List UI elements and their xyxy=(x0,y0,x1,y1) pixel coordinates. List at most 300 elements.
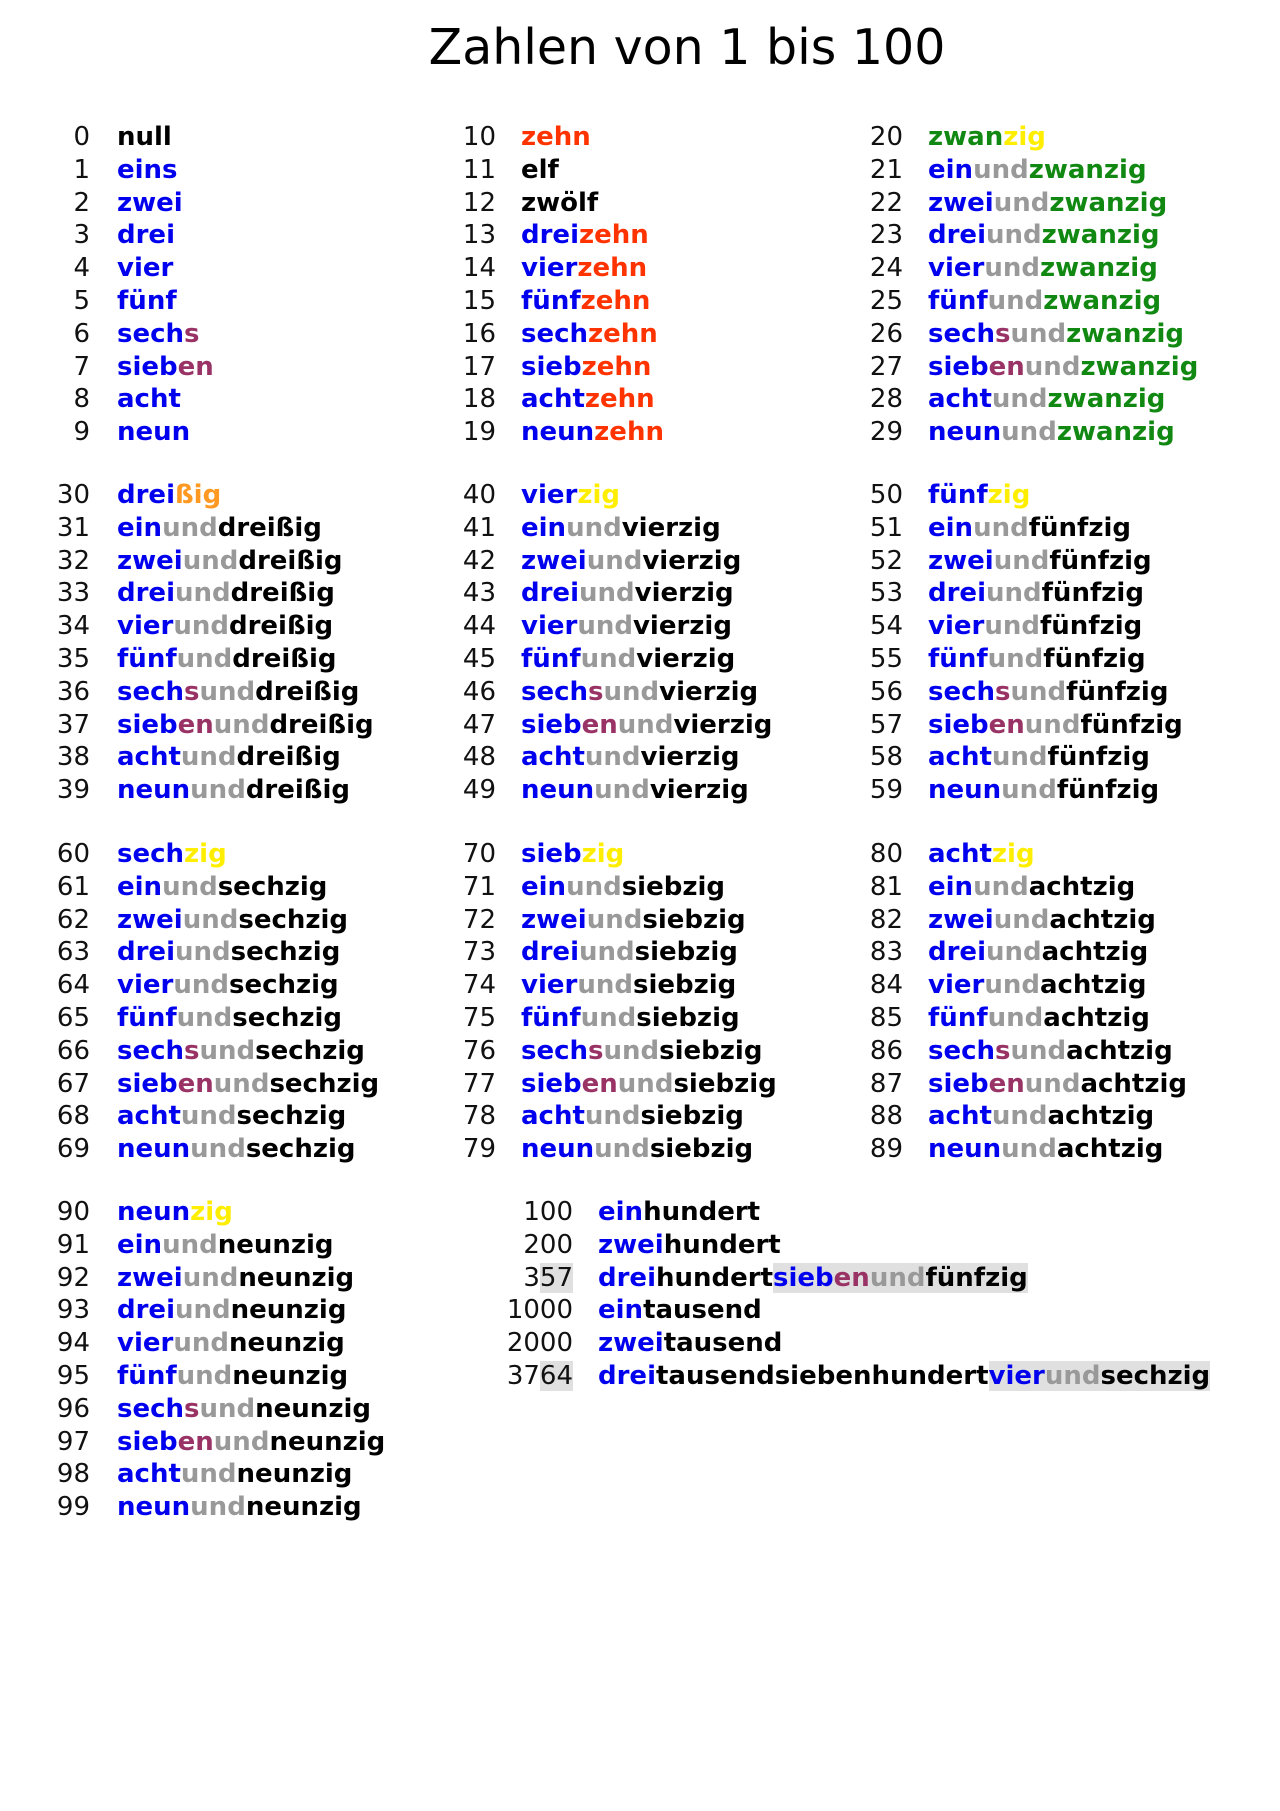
word-part: acht xyxy=(928,839,992,869)
number-word xyxy=(521,1035,762,1068)
word-part: sieb xyxy=(521,351,582,382)
digit-text: 33 xyxy=(56,578,90,609)
number-word xyxy=(117,969,339,1002)
word-part: neun xyxy=(928,417,1002,448)
word-part: zwei xyxy=(117,545,183,576)
digit-text: 73 xyxy=(462,937,496,968)
word-part: sechzig xyxy=(245,1134,356,1165)
digit-label xyxy=(444,838,496,871)
word-part: zehn xyxy=(584,384,655,415)
word-part: und xyxy=(1010,318,1067,349)
digit-text: 95 xyxy=(56,1360,90,1391)
word-part: und xyxy=(985,220,1042,251)
word-part: en xyxy=(177,709,214,740)
digit-text: 56 xyxy=(869,676,903,707)
word-part: zwanzig xyxy=(1041,220,1160,251)
word-part: neunzig xyxy=(238,1262,355,1293)
number-word xyxy=(117,871,327,904)
digit-label xyxy=(444,741,496,774)
digit-label xyxy=(444,252,496,285)
word-part: und xyxy=(190,1134,246,1165)
digit-text: 25 xyxy=(869,285,903,316)
number-word xyxy=(521,741,740,774)
digit-label xyxy=(40,1035,90,1068)
word-part: neun xyxy=(117,417,191,448)
word-part: sech xyxy=(117,676,185,707)
digit-label xyxy=(498,1229,573,1262)
word-part: siebzig xyxy=(634,937,738,968)
word-part: achtzig xyxy=(1041,937,1149,968)
word-part: und xyxy=(174,578,231,609)
number-word xyxy=(598,1262,1028,1295)
digit-label xyxy=(851,285,903,318)
number-word xyxy=(521,1100,744,1133)
digit-label xyxy=(444,416,496,449)
word-part: und xyxy=(580,643,637,674)
word-part: dreißig xyxy=(230,578,335,609)
digit-label xyxy=(40,709,90,742)
digit-text: 200 xyxy=(523,1229,573,1260)
word-part: fünf xyxy=(521,1002,581,1033)
word-part: fünfzig xyxy=(1039,611,1143,642)
word-part: fünf xyxy=(928,480,988,510)
word-part: und xyxy=(1044,1360,1101,1391)
digit-text: 24 xyxy=(869,253,903,284)
number-word xyxy=(521,969,736,1002)
digit-text: 82 xyxy=(869,904,903,935)
digit-text: 28 xyxy=(869,384,903,415)
number-word xyxy=(117,676,359,709)
digit-label xyxy=(40,904,90,937)
digit-label xyxy=(851,610,903,643)
word-part: vier xyxy=(928,611,985,642)
digit-text: 47 xyxy=(462,709,496,740)
number-word xyxy=(521,643,735,676)
digit-label xyxy=(40,1426,90,1459)
digit-text: 65 xyxy=(56,1002,90,1033)
word-part: siebzig xyxy=(659,1035,763,1066)
word-part: vierzig xyxy=(673,709,773,740)
number-word xyxy=(521,1068,777,1101)
word-part: sechzig xyxy=(230,937,341,968)
word-part: sieb xyxy=(117,1068,178,1099)
digit-label xyxy=(444,871,496,904)
digit-text: 87 xyxy=(869,1068,903,1099)
word-part: und xyxy=(180,742,237,773)
digit-text: 93 xyxy=(56,1295,90,1326)
digit-label xyxy=(444,351,496,384)
number-word xyxy=(117,1100,346,1133)
digit-text: 3 xyxy=(73,220,90,251)
word-part: und xyxy=(176,643,233,674)
digit-label xyxy=(40,610,90,643)
word-part: zwei xyxy=(928,545,994,576)
number-word xyxy=(928,1035,1173,1068)
word-part: s xyxy=(184,1035,200,1066)
word-part: und xyxy=(584,1101,641,1132)
word-part: siebzig xyxy=(636,1002,740,1033)
digit-text: 21 xyxy=(869,154,903,185)
word-part: vier xyxy=(928,970,985,1001)
word-part: s xyxy=(184,318,200,349)
digit-label xyxy=(851,219,903,252)
number-word xyxy=(521,318,658,351)
word-part: und xyxy=(162,512,218,543)
word-part: dreißig xyxy=(232,643,337,674)
word-part: und xyxy=(173,970,229,1001)
number-word xyxy=(928,479,1030,512)
digit-text: 68 xyxy=(56,1101,90,1132)
digit-text: 0 xyxy=(73,122,90,152)
word-part: achtzig xyxy=(1080,1068,1187,1099)
word-part: hundert xyxy=(643,1197,761,1227)
word-part: und xyxy=(984,970,1040,1001)
digit-label xyxy=(444,936,496,969)
digit-label xyxy=(851,154,903,187)
word-part: sechzig xyxy=(228,970,339,1001)
word-part: und xyxy=(869,1262,926,1293)
digit-label xyxy=(40,285,90,318)
word-part: und xyxy=(180,1101,237,1132)
digit-text: 86 xyxy=(869,1035,903,1066)
number-word xyxy=(521,479,620,512)
word-part: zig xyxy=(184,839,227,869)
digit-text: 4 xyxy=(73,253,90,284)
digit-text: 23 xyxy=(869,220,903,251)
word-part: fünfzig xyxy=(1066,676,1169,707)
word-part: s xyxy=(995,1035,1011,1066)
word-part: und xyxy=(586,545,643,576)
word-part: sechzig xyxy=(255,1035,365,1066)
number-word xyxy=(928,676,1168,709)
digit-label xyxy=(444,285,496,318)
word-part: vier xyxy=(117,611,174,642)
word-part: drei xyxy=(117,220,175,251)
word-part: hundert xyxy=(655,1262,774,1293)
digit-text: 30 xyxy=(56,480,90,510)
word-part: drei xyxy=(521,937,579,968)
digit-text: 84 xyxy=(869,970,903,1001)
word-part: neun xyxy=(928,775,1002,806)
digit-label xyxy=(851,676,903,709)
word-part: drei xyxy=(117,937,175,968)
digit-label xyxy=(40,838,90,871)
digit-label xyxy=(498,1327,573,1360)
digit-text: 72 xyxy=(462,904,496,935)
word-part: fünfzig xyxy=(1047,742,1150,773)
digit-text: 17 xyxy=(462,351,496,382)
digit-label xyxy=(851,351,903,384)
digit-text: 63 xyxy=(56,937,90,968)
word-part: achtzig xyxy=(1043,1002,1150,1033)
word-part: zehn xyxy=(577,253,648,284)
digit-text: 38 xyxy=(56,742,90,773)
digit-label xyxy=(444,577,496,610)
word-part: sieb xyxy=(117,351,178,382)
digit-label xyxy=(851,252,903,285)
number-word xyxy=(928,318,1184,351)
digit-text: 32 xyxy=(56,545,90,576)
digit-text: 80 xyxy=(869,839,903,869)
word-part: und xyxy=(603,1035,660,1066)
number-word xyxy=(117,1229,334,1262)
digit-label xyxy=(40,1491,90,1524)
word-part: sieb xyxy=(928,1068,989,1099)
word-part: ein xyxy=(521,512,567,543)
number-word xyxy=(117,512,322,545)
word-part: zwanzig xyxy=(1056,417,1175,448)
digit-text: 14 xyxy=(462,253,496,284)
word-part: sieb xyxy=(521,839,582,869)
word-part: und xyxy=(984,611,1040,642)
word-part: drei xyxy=(117,578,175,609)
word-part: en xyxy=(177,1068,214,1099)
word-part: neun xyxy=(117,1134,191,1165)
number-word xyxy=(928,1133,1163,1166)
word-part: und xyxy=(182,545,239,576)
word-part: sechzig xyxy=(269,1068,380,1099)
digit-text: 69 xyxy=(56,1134,90,1165)
word-part: drei xyxy=(117,1295,175,1326)
digit-label xyxy=(40,741,90,774)
word-part: en xyxy=(988,351,1025,382)
word-part: s xyxy=(995,318,1011,349)
number-word xyxy=(521,871,725,904)
word-part: und xyxy=(578,578,635,609)
digit-text: 85 xyxy=(869,1002,903,1033)
number-word xyxy=(117,1327,345,1360)
digit-label xyxy=(40,577,90,610)
number-word xyxy=(521,383,655,416)
digit-label xyxy=(40,545,90,578)
digit-label xyxy=(851,577,903,610)
word-part: vier xyxy=(928,253,985,284)
word-part: vier xyxy=(117,970,174,1001)
word-part: zwanzig xyxy=(1049,187,1168,218)
digit-label xyxy=(40,1100,90,1133)
word-part: en xyxy=(581,1068,618,1099)
digit-label xyxy=(498,1294,573,1327)
digit-text: 96 xyxy=(56,1393,90,1424)
number-word xyxy=(521,1133,753,1166)
word-part: und xyxy=(162,1229,218,1260)
digit-label xyxy=(851,643,903,676)
word-part: acht xyxy=(117,1101,181,1132)
number-word xyxy=(928,545,1152,578)
word-part: sech xyxy=(117,1393,185,1424)
digit-highlight: 64 xyxy=(539,1360,573,1391)
word-part: zwanzig xyxy=(1047,384,1166,415)
number-word xyxy=(117,1133,356,1166)
digit-text: 39 xyxy=(56,775,90,806)
word-part: sieb xyxy=(117,709,178,740)
digit-text: 91 xyxy=(56,1229,90,1260)
word-part: fünfzig xyxy=(1056,775,1160,806)
word-part: tausendsiebenhundert xyxy=(655,1360,989,1391)
word-part: und xyxy=(973,871,1029,902)
number-word xyxy=(928,610,1142,643)
number-word xyxy=(117,545,343,578)
word-part: und xyxy=(213,709,270,740)
word-part: vier xyxy=(117,1328,174,1359)
word-part: achtzig xyxy=(1049,904,1156,935)
digit-text: 1000 xyxy=(506,1295,573,1326)
number-word xyxy=(117,904,348,937)
word-part: und xyxy=(987,643,1044,674)
word-part: und xyxy=(580,1002,637,1033)
digit-label xyxy=(851,1133,903,1166)
digit-text: 99 xyxy=(56,1492,90,1523)
digit-text: 15 xyxy=(462,285,496,316)
word-part: acht xyxy=(928,384,992,415)
word-part: neun xyxy=(117,775,191,806)
digit-text: 48 xyxy=(462,742,496,773)
digit-label xyxy=(444,512,496,545)
digit-label xyxy=(40,676,90,709)
digit-label xyxy=(851,383,903,416)
digit-text: 97 xyxy=(56,1426,90,1457)
digit-label xyxy=(40,774,90,807)
word-part: vierzig xyxy=(621,512,721,543)
digit-label xyxy=(40,318,90,351)
digit-label xyxy=(851,416,903,449)
digit-text: 3 xyxy=(523,1262,540,1293)
word-part: neunzig xyxy=(232,1360,349,1391)
digit-label xyxy=(444,969,496,1002)
digit-label xyxy=(851,1002,903,1035)
digit-label xyxy=(444,1068,496,1101)
digit-text: 92 xyxy=(56,1262,90,1293)
word-part: fünf xyxy=(117,1002,177,1033)
number-word xyxy=(521,577,734,610)
word-part: und xyxy=(1024,709,1081,740)
word-part: und xyxy=(594,775,650,806)
word-part: neunzig xyxy=(228,1328,345,1359)
digit-label xyxy=(40,643,90,676)
word-part: siebzig xyxy=(640,1101,744,1132)
number-word xyxy=(521,416,664,449)
digit-text: 26 xyxy=(869,318,903,349)
word-part: sechzig xyxy=(1100,1360,1211,1391)
digit-label xyxy=(851,709,903,742)
number-word xyxy=(521,838,624,871)
word-part: fünfzig xyxy=(1080,709,1183,740)
word-part: acht xyxy=(117,742,181,773)
digit-text: 9 xyxy=(73,417,90,448)
word-part: en xyxy=(988,1068,1025,1099)
word-part: sechzig xyxy=(217,871,328,902)
number-word xyxy=(117,774,350,807)
word-part: fünf xyxy=(117,285,177,316)
number-word xyxy=(928,1068,1187,1101)
word-part: und xyxy=(578,937,635,968)
number-word xyxy=(928,774,1159,807)
digit-label xyxy=(444,479,496,512)
word-part: s xyxy=(588,676,604,707)
number-word xyxy=(521,219,649,252)
word-part: drei xyxy=(521,578,579,609)
word-part: und xyxy=(1001,1134,1057,1165)
word-part: achtzig xyxy=(1056,1134,1164,1165)
word-part: zwei xyxy=(117,904,183,935)
digit-text: 81 xyxy=(869,871,903,902)
word-part: acht xyxy=(521,742,585,773)
digit-label xyxy=(851,1068,903,1101)
digit-text: 6 xyxy=(73,318,90,349)
word-part: sieb xyxy=(928,351,989,382)
number-word xyxy=(117,479,221,512)
digit-text: 58 xyxy=(869,742,903,773)
word-part: eins xyxy=(117,154,178,185)
word-part: fünf xyxy=(928,1002,988,1033)
number-word xyxy=(117,936,340,969)
word-part: vierzig xyxy=(640,742,740,773)
word-part: acht xyxy=(521,384,585,415)
digit-text: 71 xyxy=(462,871,496,902)
word-part: und xyxy=(213,1426,270,1457)
number-word xyxy=(928,871,1135,904)
digit-text: 55 xyxy=(869,643,903,674)
word-part: fünfzig xyxy=(1043,643,1146,674)
word-part: zwei xyxy=(598,1328,664,1359)
word-part: neunzig xyxy=(236,1459,353,1490)
word-part: dreißig xyxy=(217,512,322,543)
word-part: sieb xyxy=(521,709,582,740)
word-part: vier xyxy=(117,253,174,284)
digit-label xyxy=(40,154,90,187)
word-part: und xyxy=(173,611,229,642)
digit-label xyxy=(498,1360,573,1393)
word-part: neunzig xyxy=(230,1295,347,1326)
word-part: vierzig xyxy=(632,611,732,642)
word-part: ein xyxy=(598,1197,644,1227)
digit-label xyxy=(40,383,90,416)
digit-text: 20 xyxy=(869,122,903,152)
word-part: und xyxy=(182,904,239,935)
digit-label xyxy=(40,1294,90,1327)
word-part: und xyxy=(993,904,1050,935)
word-part: sech xyxy=(117,839,185,869)
word-part: sieb xyxy=(773,1262,834,1293)
digit-label xyxy=(444,1002,496,1035)
number-word xyxy=(521,154,559,187)
digit-label xyxy=(444,318,496,351)
digit-text: 89 xyxy=(869,1134,903,1165)
digit-label xyxy=(40,1393,90,1426)
number-word xyxy=(117,1262,354,1295)
digit-label xyxy=(40,1229,90,1262)
word-part: vierzig xyxy=(642,545,742,576)
digit-text: 22 xyxy=(869,187,903,218)
digit-text: 64 xyxy=(56,970,90,1001)
word-part: und xyxy=(577,970,633,1001)
number-word xyxy=(117,187,183,220)
number-word xyxy=(928,709,1183,742)
number-word xyxy=(117,318,200,351)
word-part: s xyxy=(184,1393,200,1424)
digit-label xyxy=(851,479,903,512)
digit-text: 13 xyxy=(462,220,496,251)
digit-label xyxy=(498,1262,573,1295)
word-part: sieb xyxy=(117,1426,178,1457)
number-word xyxy=(117,121,172,154)
word-part: zig xyxy=(991,839,1035,869)
word-part: neunzig xyxy=(255,1393,371,1424)
digit-text: 2 xyxy=(73,187,90,218)
digit-text: 77 xyxy=(462,1068,496,1099)
word-part: sieb xyxy=(521,1068,582,1099)
word-part: vierzig xyxy=(649,775,749,806)
